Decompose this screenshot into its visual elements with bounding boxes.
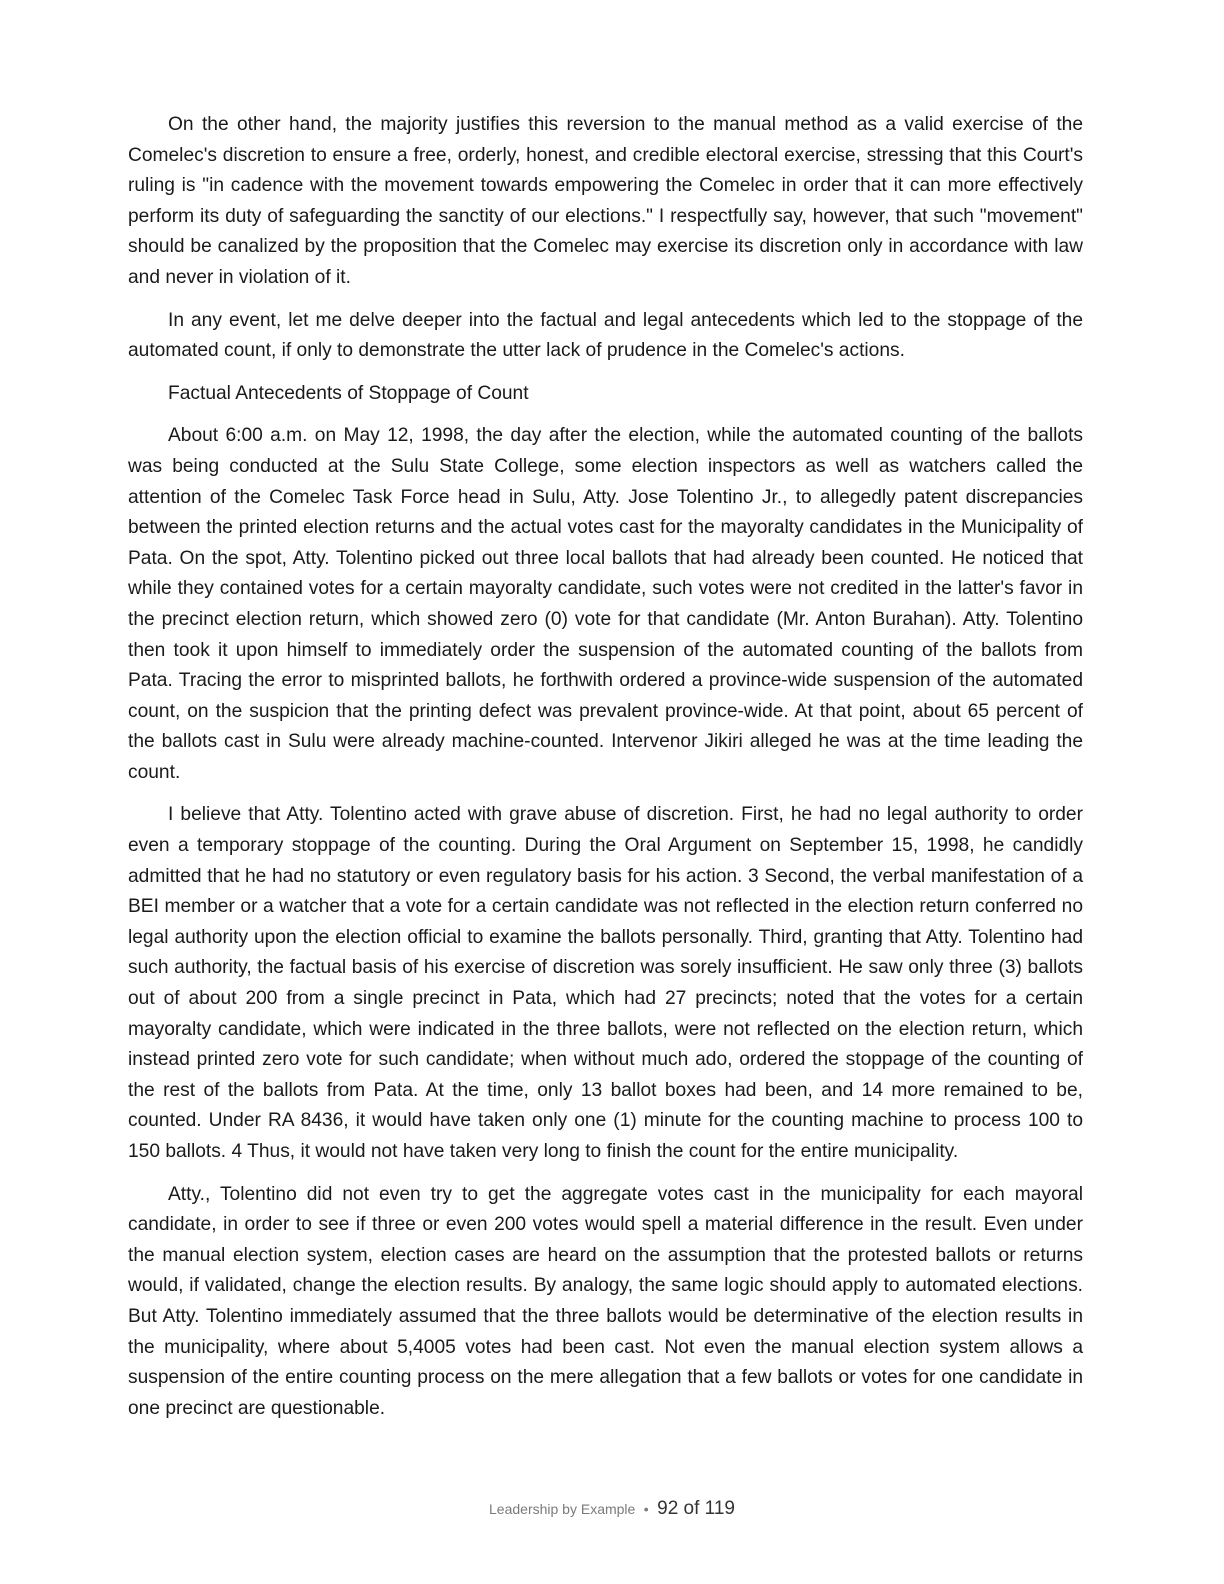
- footer-separator: •: [643, 1501, 649, 1517]
- paragraph: In any event, let me delve deeper into the factual and legal antecedents which led to the stoppage of the automated count, if only to demonstrate the utter lack of prudence in the Comelec's actions.: [128, 309, 1083, 362]
- paragraph: On the other hand, the majority justifies this reversion to the manual method as a valid exercise of the Comelec's discretion to ensure a free, orderly, honest, and credible electoral exercise, stressing that this Court's ruling is "in cadence with the movement towards empowering the Comelec in order that it can more effectively perform its duty of safeguarding the sanctity of our elections." I respectfully say, however, that such "movement" should be canalized by the proposition that the Comelec may exercise its discretion only in accordance with law and never in violation of it.: [128, 114, 1083, 288]
- footer-title: Leadership by Example: [489, 1501, 636, 1517]
- paragraph: I believe that Atty. Tolentino acted with grave abuse of discretion. First, he had no legal authority to order even a temporary stoppage of the counting. During the Oral Argument on September 15, 1998, he candidly admitted that he had no statutory or even regulatory basis for his action. 3 Second, the verbal manifestation of a BEI member or a watcher that a vote for a certain candidate was not reflected in the election return conferred no legal authority upon the election official to examine the ballots personally. Third, granting that Atty. Tolentino had such authority, the factual basis of his exercise of discretion was sorely insufficient. He saw only three (3) ballots out of about 200 from a single precinct in Pata, which had 27 precincts; noted that the votes for a certain mayoralty candidate, which were indicated in the three ballots, were not reflected on the election return, which instead printed zero vote for such candidate; when without much ado, ordered the stoppage of the counting of the rest of the ballots from Pata. At the time, only 13 ballot boxes had been, and 14 more remained to be, counted. Under RA 8436, it would have taken only one (1) minute for the counting machine to process 100 to 150 ballots. 4 Thus, it would not have taken very long to finish the count for the entire municipality.: [128, 804, 1083, 1162]
- page-footer: [0, 1498, 1224, 1520]
- document-body: [128, 110, 1083, 1436]
- paragraph: Atty., Tolentino did not even try to get the aggregate votes cast in the municipality for each mayoral candidate, in order to see if three or even 200 votes would spell a material difference in the result. Even under the manual election system, election cases are heard on the assumption that the protested ballots or returns would, if validated, change the election results. By analogy, the same logic should apply to automated elections. But Atty. Tolentino immediately assumed that the three ballots would be determinative of the election results in the municipality, where about 5,4005 votes had been cast. Not even the manual election system allows a suspension of the entire counting process on the mere allegation that a few ballots or votes for one candidate in one precinct are questionable.: [128, 1183, 1083, 1419]
- page-number: 92 of 119: [657, 1498, 735, 1519]
- section-heading: Factual Antecedents of Stoppage of Count: [168, 382, 529, 404]
- paragraph: About 6:00 a.m. on May 12, 1998, the day after the election, while the automated counting of the ballots was being conducted at the Sulu State College, some election inspectors as well as watchers called the attention of the Comelec Task Force head in Sulu, Atty. Jose Tolentino Jr., to allegedly patent discrepancies between the printed election returns and the actual votes cast for the mayoralty candidates in the Municipality of Pata. On the spot, Atty. Tolentino picked out three local ballots that had already been counted. He noticed that while they contained votes for a certain mayoralty candidate, such votes were not credited in the latter's favor in the precinct election return, which showed zero (0) vote for that candidate (Mr. Anton Burahan). Atty. Tolentino then took it upon himself to immediately order the suspension of the automated counting of the ballots from Pata. Tracing the error to misprinted ballots, he forthwith ordered a province-wide suspension of the automated count, on the suspicion that the printing defect was prevalent province-wide. At that point, about 65 percent of the ballots cast in Sulu were already machine-counted. Intervenor Jikiri alleged he was at the time leading the count.: [128, 425, 1083, 783]
